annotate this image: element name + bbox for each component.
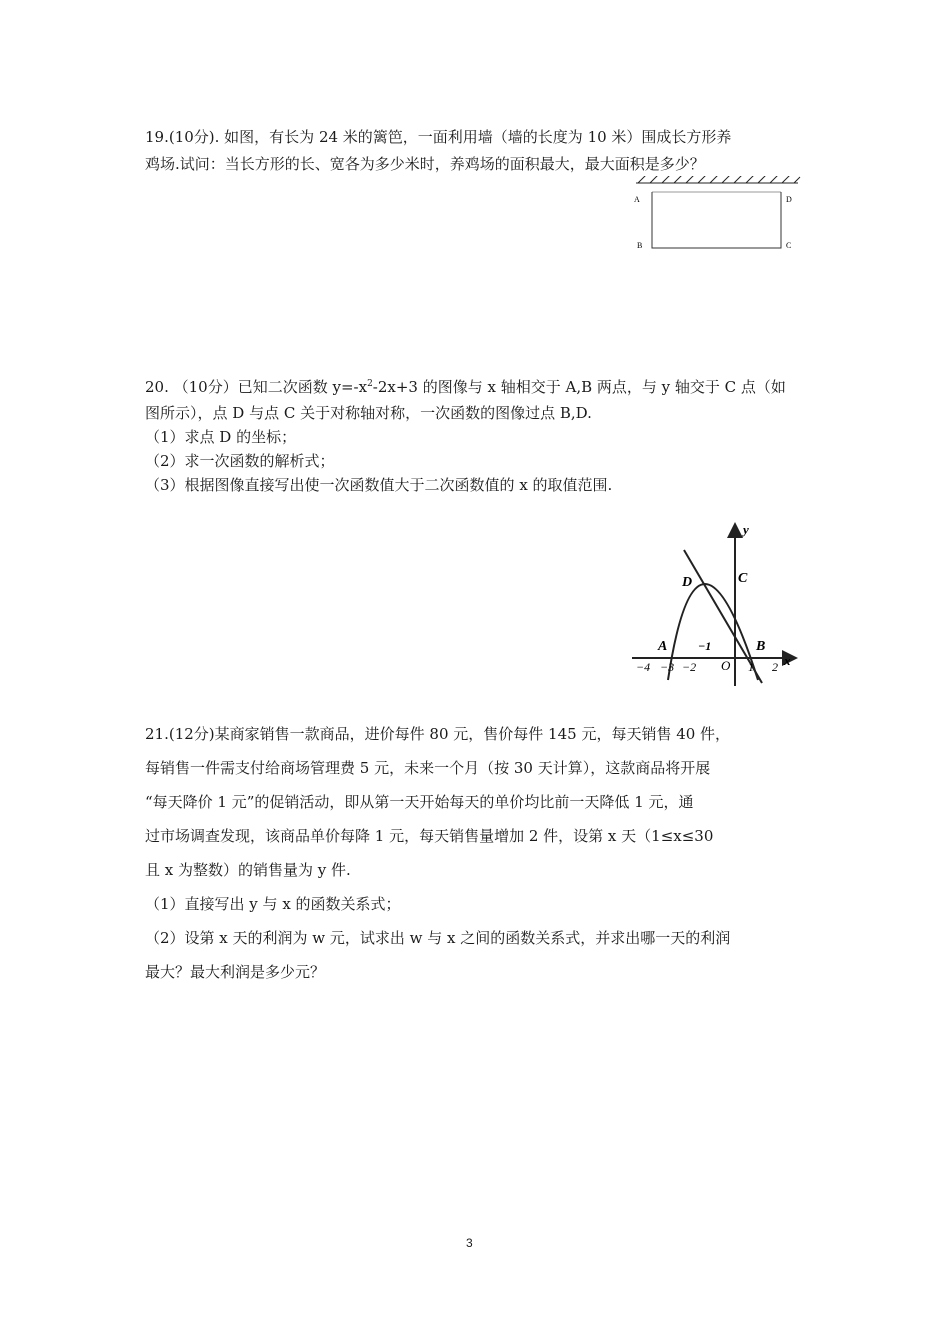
q20-part-2: （2）求一次函数的解析式； bbox=[145, 452, 335, 470]
q20-line-2: 图所示），点 D 与点 C 关于对称轴对称，一次函数的图像过点 B,D. bbox=[145, 404, 592, 422]
q20-line-1-post: -2x+3 的图像与 x 轴相交于 A,B 两点，与 y 轴交于 C 点（如 bbox=[372, 378, 786, 396]
q19-line-2: 鸡场.试问：当长方形的长、宽各为多少米时，养鸡场的面积最大，最大面积是多少？ bbox=[145, 155, 705, 173]
tick-1: 1 bbox=[748, 660, 754, 674]
q20-part-1: （1）求点 D 的坐标； bbox=[145, 428, 297, 446]
tick-neg2: −2 bbox=[682, 660, 697, 674]
q20-line-1 bbox=[145, 377, 786, 397]
q19-line-1: 19.(10分). 如图，有长为 24 米的篱笆，一面利用墙（墙的长度为 10 米）围成长方形养 bbox=[145, 128, 732, 146]
label-d: D bbox=[786, 195, 792, 204]
label-b: B bbox=[637, 241, 643, 250]
x-label: x bbox=[784, 653, 791, 668]
q19-rectangle-figure bbox=[628, 176, 803, 256]
q20-line-1-pre: 20. （10分）已知二次函数 y=-x bbox=[145, 378, 368, 396]
page-number: 3 bbox=[466, 1236, 473, 1250]
point-c-label: C bbox=[738, 571, 748, 586]
q21-line-3: “每天降价 1 元”的促销活动，即从第一天开始每天的单价均比前一天降低 1 元，通 bbox=[145, 793, 694, 811]
tick-neg3: −3 bbox=[660, 660, 675, 674]
label-a: A bbox=[634, 195, 640, 204]
q21-line-1: 21.(12分)某商家销售一款商品，进价每件 80 元，售价每件 145 元，每天销售 40 件， bbox=[145, 725, 731, 743]
y-label: y bbox=[743, 522, 749, 537]
q21-part-2-line-1: （2）设第 x 天的利润为 w 元，试求出 w 与 x 之间的函数关系式，并求出哪一天的利润 bbox=[145, 929, 731, 947]
q20-part-3: （3）根据图像直接写出使一次函数值大于二次函数值的 x 的取值范围. bbox=[145, 476, 613, 494]
q21-line-4: 过市场调查发现，该商品单价每降 1 元，每天销售量增加 2 件，设第 x 天（1≤x≤30 bbox=[145, 827, 714, 845]
q20-exponent: 2 bbox=[367, 379, 373, 389]
tick-neg1: −1 bbox=[698, 639, 712, 653]
label-c: C bbox=[786, 241, 792, 250]
origin-label: O bbox=[721, 658, 731, 673]
point-a-label: A bbox=[658, 639, 668, 654]
q20-function-graph bbox=[632, 520, 804, 688]
q21-part-1: （1）直接写出 y 与 x 的函数关系式； bbox=[145, 895, 401, 913]
tick-2: 2 bbox=[772, 660, 778, 674]
point-d-label: D bbox=[682, 575, 693, 590]
tick-neg4: −4 bbox=[636, 660, 651, 674]
q21-line-2: 每销售一件需支付给商场管理费 5 元，未来一个月（按 30 天计算），这款商品将开展 bbox=[145, 759, 711, 777]
q21-line-5: 且 x 为整数）的销售量为 y 件. bbox=[145, 861, 351, 879]
point-b-label: B bbox=[756, 639, 766, 654]
q21-part-2-line-2: 最大？最大利润是多少元？ bbox=[145, 963, 326, 981]
